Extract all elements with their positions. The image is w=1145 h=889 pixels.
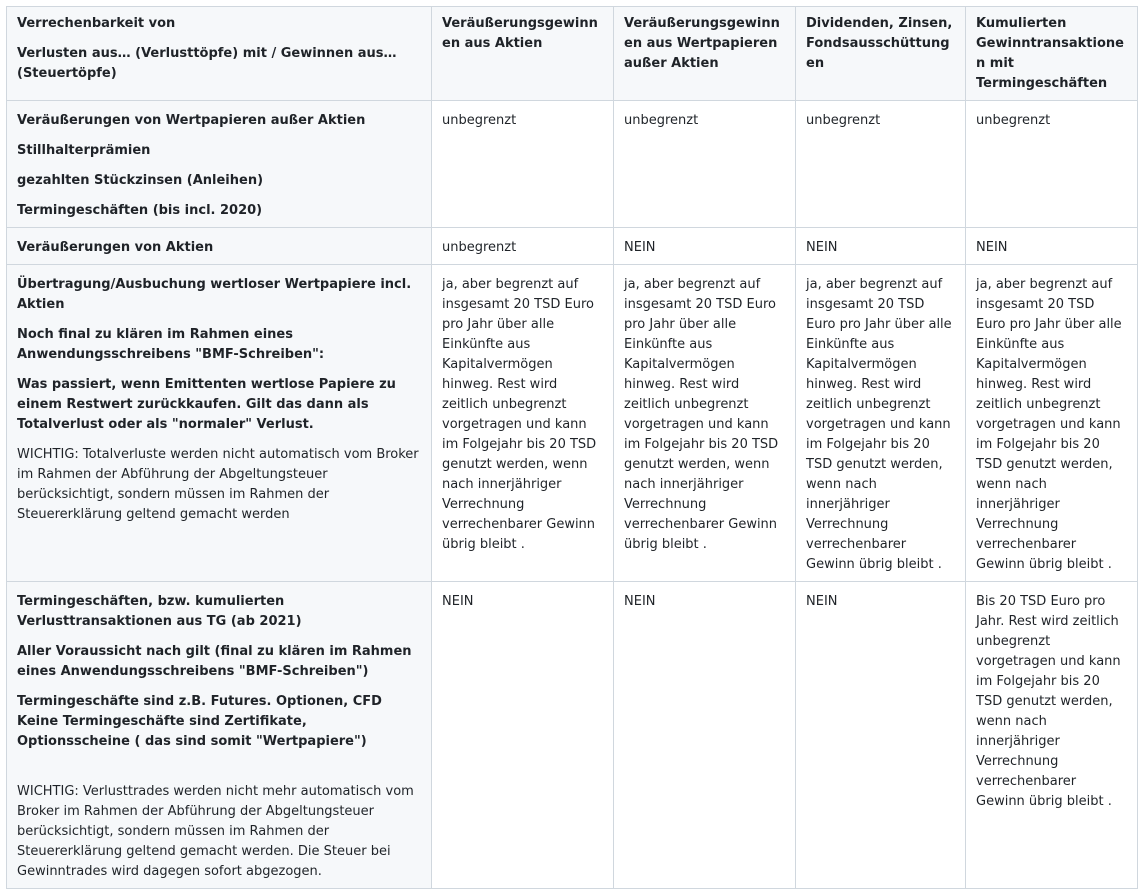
row-label xyxy=(7,265,432,582)
table-cell: unbegrenzt xyxy=(432,101,614,228)
header-col-wertpapiere: Veräußerungsgewinnen aus Wertpapieren außer Aktien xyxy=(614,7,796,101)
row-label-line: Veräußerungen von Wertpapieren außer Aktien xyxy=(17,113,366,128)
row-label-line: Termingeschäften (bis incl. 2020) xyxy=(17,203,263,218)
row-label-note: WICHTIG: Verlusttrades werden nicht mehr automatisch vom Broker im Rahmen der Abführung der Abgeltungsteuer berücksichtigt, sondern müssen im Rahmen der Steuererklärung geltend gemacht werden. Die Steuer bei Gewinntrades wird dagegen sofort abgezogen. xyxy=(17,784,414,879)
row-label xyxy=(7,582,432,889)
row-label-line: Keine Termingeschäfte sind Zertifikate, Optionsscheine ( das sind somit "Wertpapiere") xyxy=(17,714,367,749)
table-row xyxy=(7,101,1138,228)
header-first-col xyxy=(7,7,432,101)
header-col-termingeschaefte: Kumulierten Gewinntransaktionen mit Termingeschäften xyxy=(966,7,1138,101)
table-cell: ja, aber begrenzt auf insgesamt 20 TSD Euro pro Jahr über alle Einkünfte aus Kapitalvermögen hinweg. Rest wird zeitlich unbegrenzt vorgetragen und kann im Folgejahr bis 20 TSD genutzt werden, wenn nach innerjähriger Verrechnung verrechenbarer Gewinn übrig bleibt . xyxy=(432,265,614,582)
header-first-col-line: Verlusten aus… (Verlusttöpfe) mit / Gewinnen aus… (Steuertöpfe) xyxy=(17,46,397,81)
spacer xyxy=(17,762,421,782)
table-cell: NEIN xyxy=(796,228,966,265)
table-cell: NEIN xyxy=(614,582,796,889)
table-row xyxy=(7,228,1138,265)
table-row xyxy=(7,265,1138,582)
table-cell: ja, aber begrenzt auf insgesamt 20 TSD Euro pro Jahr über alle Einkünfte aus Kapitalvermögen hinweg. Rest wird zeitlich unbegrenzt vorgetragen und kann im Folgejahr bis 20 TSD genutzt werden, wenn nach innerjähriger Verrechnung verrechenbarer Gewinn übrig bleibt . xyxy=(966,265,1138,582)
table-cell: NEIN xyxy=(796,582,966,889)
row-label-line: Termingeschäfte sind z.B. Futures. Optionen, CFD xyxy=(17,694,382,709)
table-cell: Bis 20 TSD Euro pro Jahr. Rest wird zeitlich unbegrenzt vorgetragen und kann im Folgejahr bis 20 TSD genutzt werden, wenn nach innerjähriger Verrechnung verrechenbarer Gewinn übrig bleibt . xyxy=(966,582,1138,889)
table-cell: ja, aber begrenzt auf insgesamt 20 TSD Euro pro Jahr über alle Einkünfte aus Kapitalvermögen hinweg. Rest wird zeitlich unbegrenzt vorgetragen und kann im Folgejahr bis 20 TSD genutzt werden, wenn nach innerjähriger Verrechnung verrechenbarer Gewinn übrig bleibt . xyxy=(614,265,796,582)
header-col-aktien: Veräußerungsgewinnen aus Aktien xyxy=(432,7,614,101)
row-label-line: Übertragung/Ausbuchung wertloser Wertpapiere incl. Aktien xyxy=(17,277,412,312)
header-col-dividenden: Dividenden, Zinsen, Fondsausschüttungen xyxy=(796,7,966,101)
loss-offset-table xyxy=(6,6,1138,889)
row-label-line: Was passiert, wenn Emittenten wertlose Papiere zu einem Restwert zurückkaufen. Gilt das dann als Totalverlust oder als "normaler" Verlust. xyxy=(17,377,396,432)
row-label-line: Stillhalterprämien xyxy=(17,143,151,158)
table-cell: ja, aber begrenzt auf insgesamt 20 TSD Euro pro Jahr über alle Einkünfte aus Kapitalvermögen hinweg. Rest wird zeitlich unbegrenzt vorgetragen und kann im Folgejahr bis 20 TSD genutzt werden, wenn nach innerjähriger Verrechnung verrechenbarer Gewinn übrig bleibt . xyxy=(796,265,966,582)
header-first-col-line: Verrechenbarkeit von xyxy=(17,16,176,31)
table-header-row xyxy=(7,7,1138,101)
row-label-line: gezahlten Stückzinsen (Anleihen) xyxy=(17,173,264,188)
table-cell: unbegrenzt xyxy=(796,101,966,228)
table-cell: NEIN xyxy=(614,228,796,265)
row-label-line: Termingeschäften, bzw. kumulierten Verlusttransaktionen aus TG (ab 2021) xyxy=(17,594,302,629)
table-row xyxy=(7,582,1138,889)
table-cell: NEIN xyxy=(966,228,1138,265)
table-cell: unbegrenzt xyxy=(432,228,614,265)
row-label xyxy=(7,228,432,265)
table-cell: NEIN xyxy=(432,582,614,889)
row-label-line: Aller Voraussicht nach gilt (final zu klären im Rahmen eines Anwendungsschreibens "BMF-Schreiben") xyxy=(17,644,412,679)
row-label-note: WICHTIG: Totalverluste werden nicht automatisch vom Broker im Rahmen der Abführung der Abgeltungsteuer berücksichtigt, sondern müssen im Rahmen der Steuererklärung geltend gemacht werden xyxy=(17,447,419,522)
table-cell: unbegrenzt xyxy=(966,101,1138,228)
row-label-line: Noch final zu klären im Rahmen eines Anwendungsschreibens "BMF-Schreiben": xyxy=(17,327,325,362)
row-label xyxy=(7,101,432,228)
table-cell: unbegrenzt xyxy=(614,101,796,228)
row-label-line: Veräußerungen von Aktien xyxy=(17,240,214,255)
